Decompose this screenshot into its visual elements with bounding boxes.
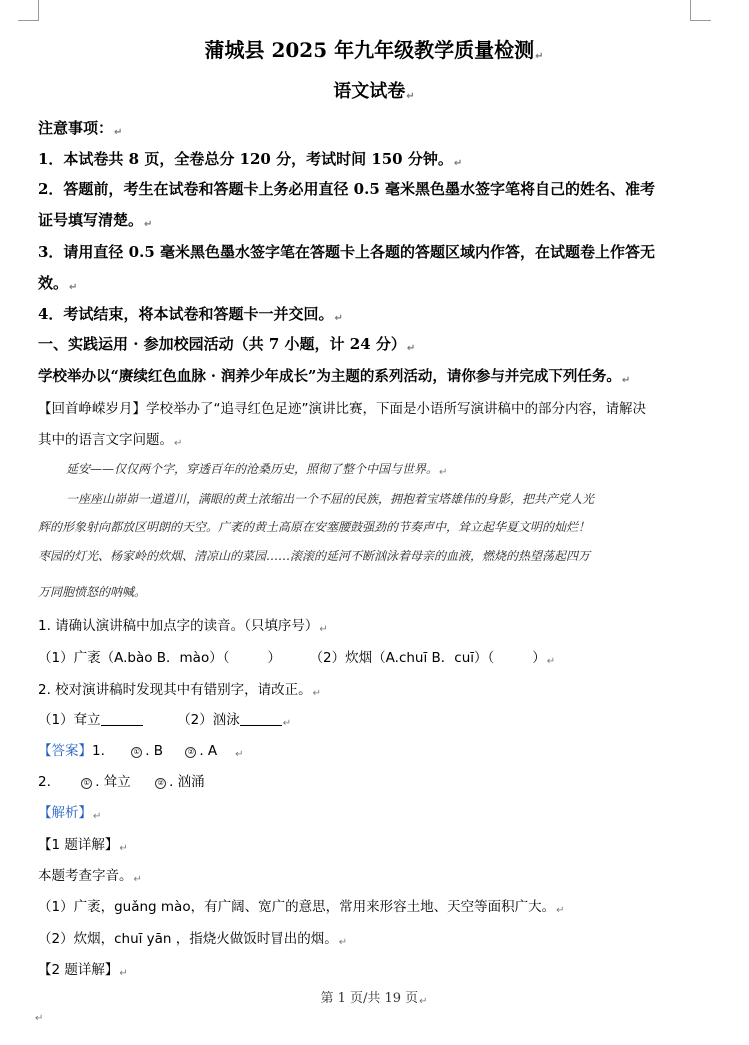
notice-heading: 注意事项：↵	[38, 119, 123, 138]
page-corner-mark-left	[18, 0, 39, 21]
speech-paragraph: 延安——仅仅两个字，穿透百年的沧桑历史，照彻了整个中国与世界。↵	[66, 462, 448, 478]
notice-item: 效。↵	[38, 274, 78, 293]
speech-paragraph: 辉的形象射向都放区明朗的天空。广袤的黄土高原在安塞腰鼓强劲的节奏声中，耸立起华夏文明的灿烂！	[38, 520, 591, 534]
page-subtitle: 语文试卷↵	[333, 81, 415, 102]
detail-text: 本题考查字音。↵	[38, 868, 142, 885]
detail-heading: 【2 题详解】↵	[38, 962, 128, 979]
question-2: 2. 校对演讲稿时发现其中有错别字，请改正。↵	[38, 682, 322, 699]
answer-label: 【答案】	[38, 743, 92, 759]
answer-1: 【答案】1. ① . B ② . A ↵	[38, 743, 244, 760]
section-heading: 一、实践运用 · 参加校园活动（共 7 小题，计 24 分）↵	[38, 335, 416, 354]
question-1: 1. 请确认演讲稿中加点字的读音。（只填序号）↵	[38, 618, 328, 635]
section-intro: 学校举办以“赓续红色血脉 · 润养少年成长”为主题的系列活动，请你参与并完成下列任务。↵	[38, 368, 631, 386]
detail-text: （1）广袤，guǎng mào，有广阔、宽广的意思，常用来形容土地、天空等面积广大。↵	[38, 899, 565, 916]
notice-item: 1．本试卷共 8 页，全卷总分 120 分，考试时间 150 分钟。↵	[38, 150, 463, 169]
detail-heading: 【1 题详解】↵	[38, 837, 128, 854]
question-2-options: （1）耷立 （2）汹泳 ↵	[38, 712, 292, 729]
task-intro: 【回首峥嵘岁月】学校举办了“追寻红色足迹”演讲比赛，下面是小语所写演讲稿中的部分内容，请解决	[38, 401, 646, 417]
page-corner-mark-right	[690, 0, 711, 21]
analysis-label: 【解析】↵	[38, 805, 102, 822]
speech-paragraph: 枣园的灯光、杨家岭的炊烟、清凉山的菜园……滚滚的延河不断汹泳着母亲的血液，燃烧的热望荡起四万	[38, 549, 591, 563]
notice-item: 3．请用直径 0.5 毫米黑色墨水签字笔在答题卡上各题的答题区域内作答，在试题卷上作答无	[38, 243, 655, 261]
detail-text: （2）炊烟，chuī yān ，指烧火做饭时冒出的烟。↵	[38, 931, 348, 948]
notice-item: 证号填写清楚。↵	[38, 211, 153, 230]
paragraph-mark: ↵	[35, 1013, 44, 1024]
speech-paragraph: 万同胞愤怒的呐喊。	[38, 585, 147, 599]
question-1-options: （1）广袤（A.bào B．mào）（ ） （2）炊烟（A.chuī B．cuī）（ ）↵	[38, 650, 556, 667]
task-intro: 其中的语言文字问题。↵	[38, 432, 183, 449]
page-title: 蒲城县 2025 年九年级教学质量检测↵	[204, 38, 544, 62]
page-footer: 第 1 页/共 19 页↵	[320, 991, 428, 1007]
answer-2: 2. ① . 耸立 ② . 汹涌	[38, 774, 205, 790]
notice-item: 4．考试结束，将本试卷和答题卡一并交回。↵	[38, 305, 343, 324]
speech-paragraph: 一座座山峁峁一道道川，满眼的黄土浓缩出一个不屈的民族，拥抱着宝塔雄伟的身影，把共产党人光	[66, 492, 595, 506]
notice-item: 2．答题前，考生在试卷和答题卡上务必用直径 0.5 毫米黑色墨水签字笔将自己的姓名、准考	[38, 180, 655, 198]
